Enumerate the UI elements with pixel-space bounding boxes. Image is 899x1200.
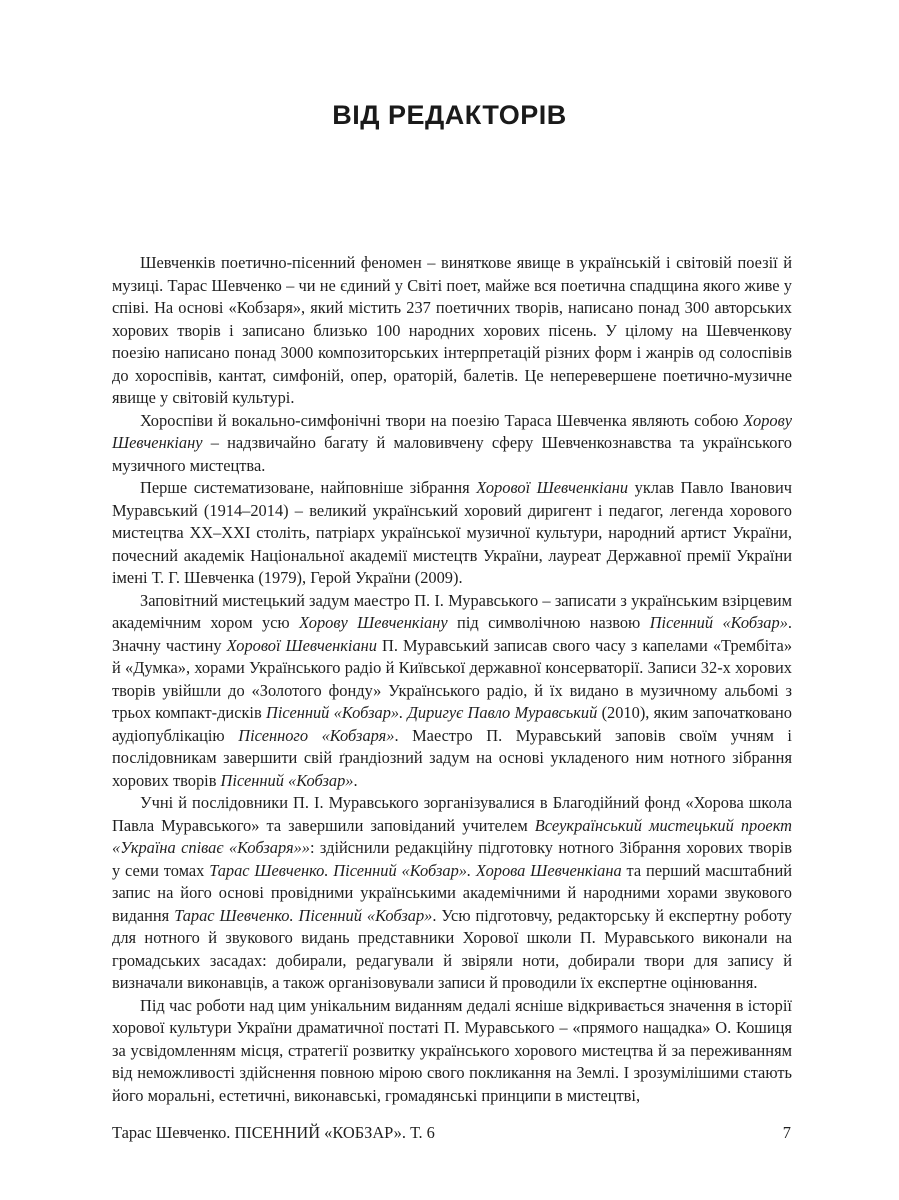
italic-title: Тарас Шевченко. Пісенний «Кобзар». Хорова Шевченкіана — [209, 860, 622, 880]
text-run: – надзвичайно багату й маловивчену сферу Шевченкознавства та українського музичного мистецтва. — [112, 433, 792, 475]
italic-title: Хорової Шевченкіани — [476, 478, 629, 497]
text-run: Перше систематизоване, найповніше зібрання — [140, 478, 477, 497]
italic-title: Хорової Шевченкіани — [226, 635, 378, 655]
text-run: Під час роботи над цим унікальним виданням дедалі ясніше відкривається значення в історії хорової культури України драматичної постаті П. Муравського – «прямого нащадка» О. Кошиця за усвідомленням місця, стратегії розвитку українського хорового мистецтва й за переживанням від неможливості здійснення повною мірою свого покликання на Землі. І зрозумілішими стають його моральні, естетичні, виконавські, громадянські принципи в мистецтві, — [112, 995, 792, 1105]
paragraph — [112, 995, 792, 1108]
italic-title: Пісенний «Кобзар» — [649, 613, 788, 632]
text-run: та перший масштабний запис на його основі провідними українськими академічними й народними хорами звукового видання — [112, 860, 792, 925]
italic-title: Пісенний «Кобзар» — [220, 770, 354, 790]
italic-title: Тарас Шевченко. Пісенний «Кобзар» — [174, 905, 433, 925]
text-run: Шевченків поетично-пісенний феномен – виняткове явище в українській і світовій поезії й музиці. Тарас Шевченко – чи не єдиний у Світі поет, майже вся поетична спадщина якого живе у співі. На основі «Кобзаря», який містить 237 поетичних творів, написано понад 300 авторських хорових творів і записано близько 100 народних хорових пісень. У цілому на Шевченкову поезію написано понад 3000 композиторських інтерпретацій різних форм і жанрів од солоспівів до хороспівів, кантат, симфоній, опер, ораторій, балетів. Це неперевершене поетично-музичне явище у світовій культурі. — [112, 253, 792, 407]
paragraph — [112, 792, 792, 995]
text-run: : здійснили редакційну підготовку нотного Зібрання хорових творів у семи томах — [112, 838, 792, 880]
page-title: ВІД РЕДАКТОРІВ — [332, 100, 567, 130]
text-run: Хороспіви й вокально-симфонічні твори на поезію Тараса Шевченка являють собою — [140, 410, 744, 430]
body-text — [112, 252, 792, 1107]
italic-title: Пісенний «Кобзар». Диригує Павло Муравський — [266, 703, 598, 722]
page-number: 7 — [782, 1123, 791, 1142]
running-footer: Тарас Шевченко. ПІСЕННИЙ «КОБЗАР». Т. 6 — [112, 1123, 435, 1142]
paragraph — [112, 410, 792, 478]
text-run: . Усю підготовчу, редакторську й експертну роботу для нотного й звукового видань представники Хорової школи П. Муравського виконали на громадських засадах: добирали, редагували й звіряли ноти, добирали твори для запису й визначали виконавців, а також організовували записи й проводили їх експертне оцінювання. — [112, 905, 793, 992]
text-run: . Значну частину — [112, 613, 793, 655]
text-run: під символічною назвою — [447, 613, 650, 632]
text-run: (2010), яким започатковано аудіопублікацію — [112, 703, 792, 745]
italic-title: Хорову Шевченкіану — [299, 613, 448, 632]
paragraph — [112, 477, 792, 590]
text-run: уклав Павло Іванович Муравський (1914–2014) – великий український хоровий диригент і педагог, легенда хорового мистецтва XX–XXI століть, патріарх української музичної культури, народний артист України, почесний академік Національної академії мистецтв України, лауреат Державної премії України імені Т. Г. Шевченка (1979), Герой України (2009). — [112, 478, 792, 587]
italic-title: Пісенного «Кобзаря» — [238, 725, 395, 745]
text-run: . — [353, 770, 358, 790]
text-run: Заповітний мистецький задум маестро П. І. Муравського – записати з українським взірцевим академічним хором усю — [112, 590, 792, 632]
paragraph — [112, 590, 792, 793]
italic-title: Хорову Шевченкіану — [112, 410, 792, 452]
paragraph — [112, 252, 792, 410]
italic-title: Всеукраїнський мистецький проект «Україна співає «Кобзаря»» — [112, 815, 792, 857]
text-run: Учні й послідовники П. І. Муравського зорганізувалися в Благодійний фонд «Хорова школа Павла Муравського» та завершили заповіданий учителем — [112, 793, 792, 835]
text-run: . Маестро П. Муравський заповів своїм учням і послідовникам завершити свій ґрандіозний задум на основі укладеного ним нотного зібрання хорових творів — [112, 725, 792, 790]
text-run: П. Муравський записав свого часу з капелами «Трембіта» й «Думка», хорами Українського радіо й Київської державної консерваторії. Записи 32-х хорових творів увійшли до «Золотого фонду» Українського радіо, й їх видано в музичному альбомі з трьох компакт-дисків — [112, 635, 793, 722]
